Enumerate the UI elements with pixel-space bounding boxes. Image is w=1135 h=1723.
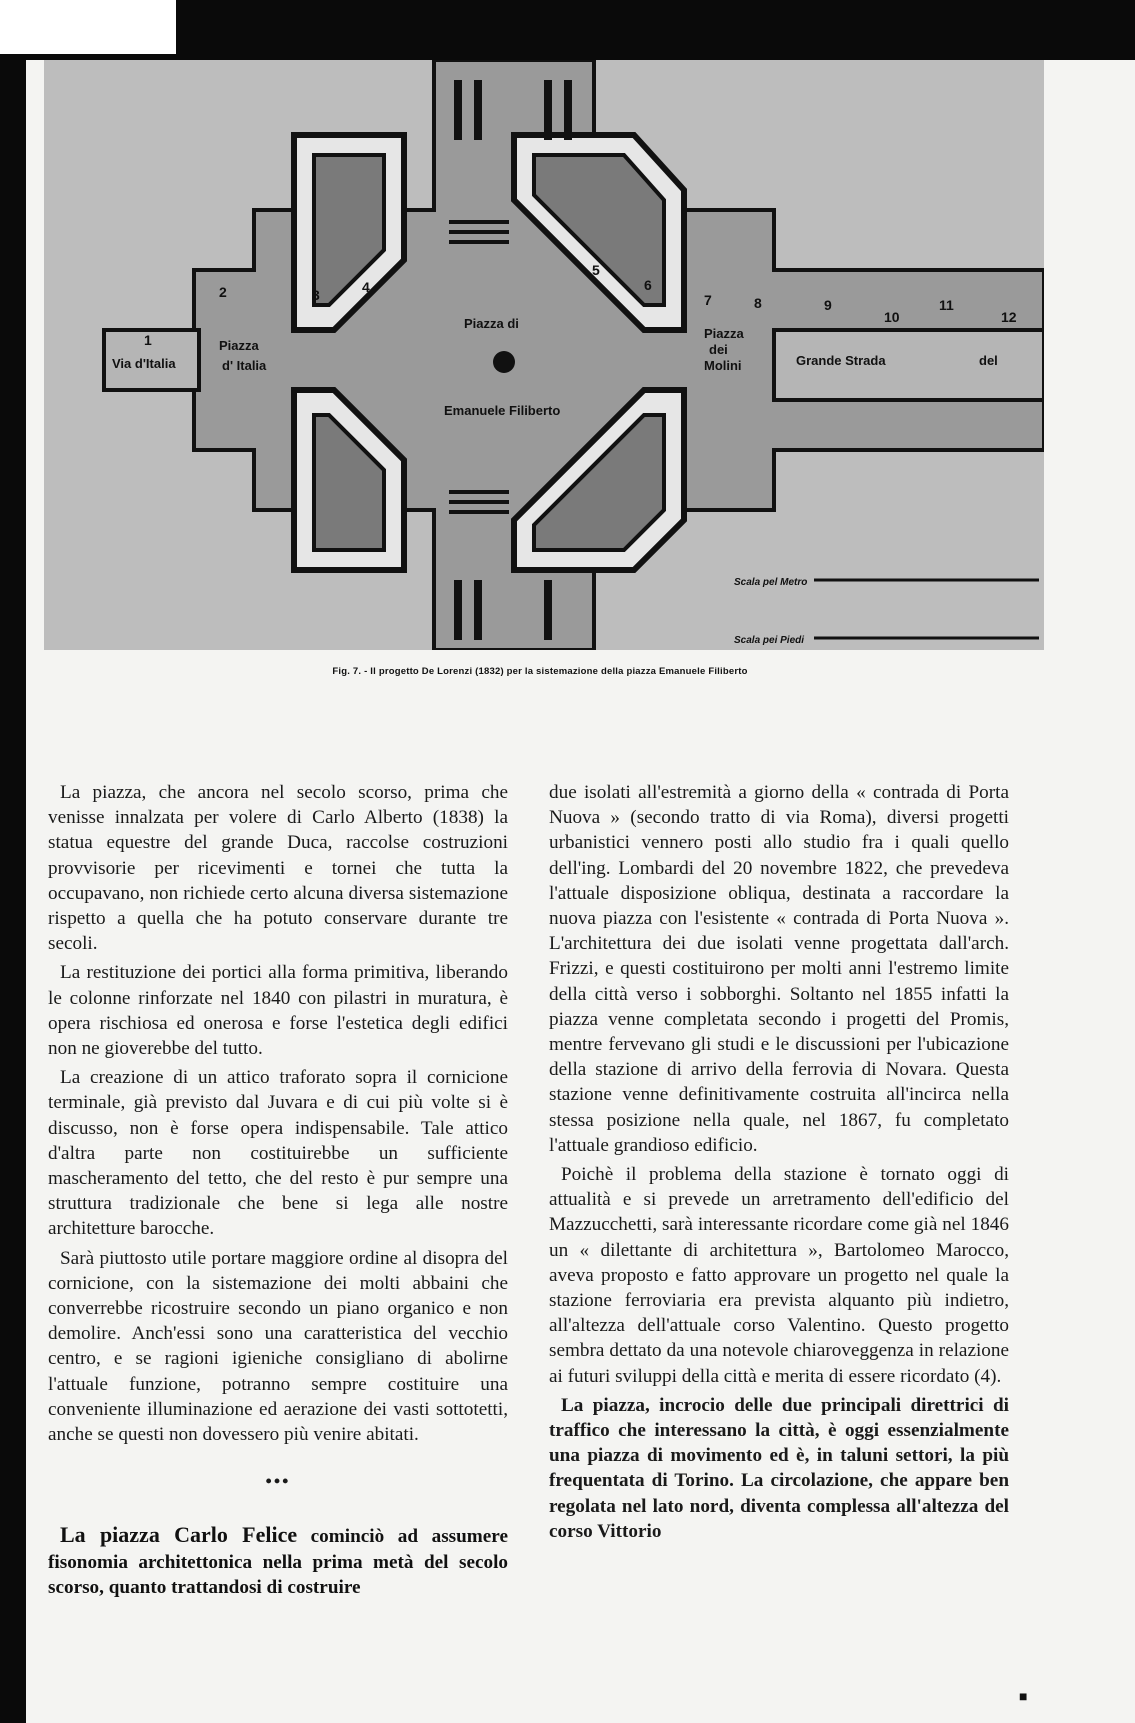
map-number-1: 1 (144, 332, 152, 348)
right-paragraph-3: La piazza, incrocio delle due principali direttrici di traffico che interessano la città, è oggi essenzialmente una piazza di movimento ed è, in taluni settori, la più frequentata di Torino. La circolazione, che appare ben regolata nel lato nord, diventa complessa all'altezza del corso Vittorio (549, 1394, 1009, 1542)
section-title: La piazza Carlo Felice (60, 1522, 298, 1548)
section-separator: ••• (265, 1471, 291, 1492)
label-grande-strada: Grande Strada (796, 353, 886, 368)
label-via-italia: Via d'Italia (112, 356, 176, 371)
top-notch (0, 0, 176, 54)
map-number-12: 12 (1001, 309, 1017, 325)
left-paragraph-2: La restituzione dei portici alla forma primitiva, liberando le colonne rinforzate nel 1840 con pilastri in muratura, è opera rischiosa ed onerosa e forse l'estetica degli edifici non ne gioverebbe del tutto. (48, 962, 508, 1060)
map-number-4: 4 (362, 279, 370, 295)
map-number-2: 2 (219, 284, 227, 300)
right-paragraph-2: Poichè il problema della stazione è tornato oggi di attualità e si prevede un arretramento dell'edificio del Mazzucchetti, sarà interessante ricordare come già nel 1846 un « dilettante di architettura », Bartolomeo Marocco, aveva proposto e fatto approvare un progetto nel quale la stazione ferroviaria era prevista alquanto più indietro, all'altezza dell'attuale corso Valentino. Questo progetto sembra dettato da una notevole chiaroveggenza in relazione ai futuri sviluppi della città e merita di essere ricordato (4). (549, 1164, 1009, 1387)
label-piazza-molini-1: Piazza (704, 326, 744, 341)
label-emanuele-filiberto: Emanuele Filiberto (444, 403, 561, 418)
left-paragraph-final (48, 1522, 508, 1600)
figure-caption: Fig. 7. - Il progetto De Lorenzi (1832) per la sistemazione della piazza Emanuele Filiberto (332, 666, 748, 677)
right-paragraph-1: due isolati all'estremità a giorno della « contrada di Porta Nuova » (secondo tratto di via Roma), diversi progetti urbanistici vennero posti allo studio fra i quali quello dell'ing. Lombardi del 20 novembre 1822, che prevedeva l'attuale disposizione obliqua, destinata a raccordare la nuova piazza con l'esistente « contrada di Porta Nuova ». L'architettura dei due isolati venne progettata dall'arch. Frizzi, e questi costituirono per molti anni l'estremo limite della città verso i sobborghi. Soltanto nel 1855 infatti la piazza venne completata secondo i progetti del Promis, mentre fervevano gli studi e le discussioni per l'ubicazione della stazione di arrivo della ferrovia di Novara. Questa stazione venne definitivamente costruita all'incirca nella stessa posizione nella quale, nel 1867, fu completato l'attuale grandioso edificio. (549, 782, 1009, 1156)
map-number-3: 3 (312, 287, 320, 303)
label-scala-piedi: Scala pei Piedi (734, 635, 805, 646)
map-number-7: 7 (704, 292, 712, 308)
left-column (48, 780, 508, 1600)
statue-marker (493, 351, 515, 373)
map-number-8: 8 (754, 295, 762, 311)
right-column (549, 780, 1009, 1544)
left-border (0, 54, 26, 1723)
label-piazza-italia-1: Piazza (219, 338, 259, 353)
map-number-9: 9 (824, 297, 832, 313)
map-figure (44, 60, 1044, 650)
label-piazza-italia-2: d' Italia (222, 358, 267, 373)
label-del: del (979, 353, 998, 368)
label-piazza-molini-2: dei (709, 342, 728, 357)
map-number-6: 6 (644, 277, 652, 293)
page-marker: ■ (1019, 1688, 1028, 1704)
map-number-10: 10 (884, 309, 900, 325)
label-scala-metri: Scala pel Metro (734, 577, 808, 588)
left-paragraph-3: La creazione di un attico traforato sopra il cornicione terminale, già previsto dal Juvara e di cui più volte si è discusso, non è forse opera indispensabile. Tale attico d'altra parte non costituirebbe un sufficiente mascheramento del tetto, che del resto è pur sempre una struttura tradizionale che bene si lega alle nostre architetture barocche. (48, 1067, 508, 1240)
left-paragraph-final-text: cominciò ad assumere fisonomia architettonica nella prima metà del secolo scorso, quanto trattandosi di costruire (48, 1526, 508, 1598)
left-paragraph-1: La piazza, che ancora nel secolo scorso, prima che venisse innalzata per volere di Carlo Alberto (1838) la statua equestre del grande Duca, raccolse costruzioni provvisorie per ricevimenti e tornei che tutta la occupavano, non richiede certo alcuna diversa sistemazione rispetto a quella che ha potuto conservare durante tre secoli. (48, 782, 508, 955)
label-piazza-di: Piazza di (464, 316, 519, 331)
left-paragraph-4: Sarà piuttosto utile portare maggiore ordine al disopra del cornicione, con la sistemazione dei molti abbaini che converrebbe ricostruire secondo un piano organico e non demolire. Anch'essi sono una caratteristica del vecchio centro, e se ragioni igieniche consigliano di abolirne l'attuale funzione, potranno sempre costituire una conveniente illuminazione ed aerazione dei vasti sottotetti, anche se questi non dovessero più venire abitati. (48, 1247, 508, 1446)
map-number-5: 5 (592, 262, 600, 278)
map-plan (44, 60, 1044, 650)
label-piazza-molini-3: Molini (704, 358, 742, 373)
map-number-11: 11 (939, 297, 954, 313)
